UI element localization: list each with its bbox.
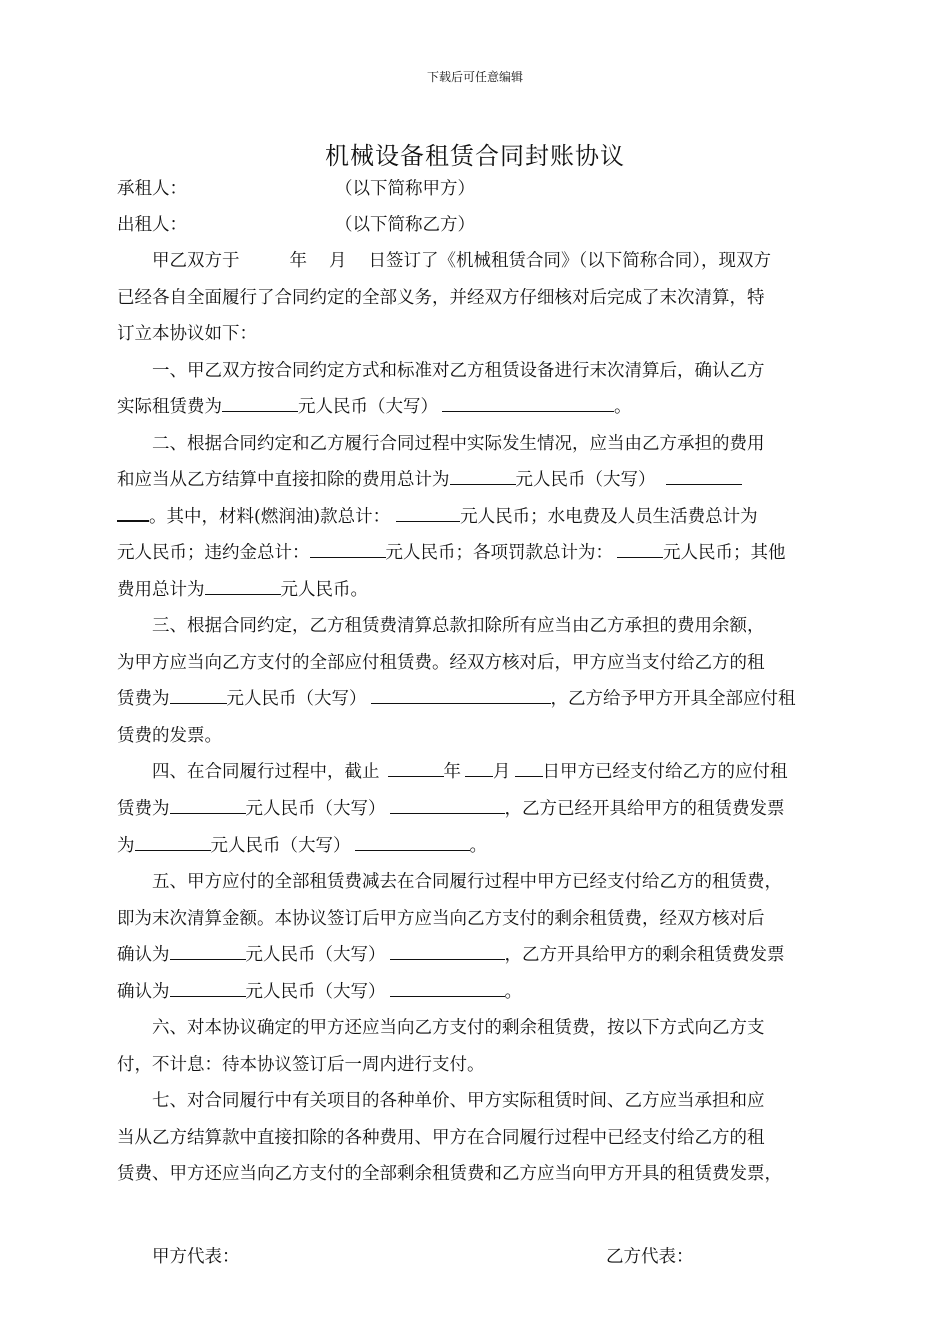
blank-field[interactable] bbox=[465, 758, 493, 777]
blank-field[interactable] bbox=[390, 795, 505, 814]
blank-field[interactable] bbox=[388, 758, 444, 777]
clause-text: 元人民币（大写） bbox=[210, 836, 351, 856]
clause-text: 实际租赁费为 bbox=[117, 397, 222, 417]
clause-text: ，乙方开具给甲方的剩余租赁费发票 bbox=[504, 945, 785, 965]
intro-text: 甲乙双方于 bbox=[152, 251, 240, 271]
clause-text: 元人民币；各项罚款总计为： bbox=[385, 543, 613, 563]
clause-text: 元人民币（大写） bbox=[245, 799, 386, 819]
party-b-representative-label: 乙方代表： bbox=[606, 1247, 694, 1267]
clause-1-line-2 bbox=[117, 389, 842, 426]
blank-field[interactable] bbox=[135, 832, 211, 851]
clause-5-line-2: 即为末次清算金额。本协议签订后甲方应当向乙方支付的剩余租赁费，经双方核对后 bbox=[117, 909, 765, 929]
clause-3-line-3 bbox=[117, 681, 842, 718]
page-title: 机械设备租赁合同封账协议 bbox=[325, 142, 625, 170]
clause-6-line-1: 六、对本协议确定的甲方还应当向乙方支付的剩余租赁费，按以下方式向乙方支 bbox=[152, 1018, 765, 1038]
clause-7-line-1: 七、对合同履行中有关项目的各种单价、甲方实际租赁时间、乙方应当承担和应 bbox=[152, 1091, 765, 1111]
header-note: 下载后可任意编辑 bbox=[426, 70, 523, 84]
clause-text: 元人民币（大写） bbox=[515, 470, 656, 490]
lessor-note: （以下简称乙方） bbox=[335, 215, 475, 235]
clause-4-line-3 bbox=[117, 828, 842, 865]
clause-text: 和应当从乙方结算中直接扣除的费用总计为 bbox=[117, 470, 450, 490]
blank-field[interactable] bbox=[666, 466, 742, 485]
clause-text: 确认为 bbox=[117, 945, 170, 965]
clause-2-line-3 bbox=[117, 499, 842, 536]
blank-field[interactable] bbox=[170, 685, 227, 704]
intro-line-2: 已经各自全面履行了合同约定的全部义务，并经双方仔细核对后完成了末次清算，特 bbox=[117, 288, 765, 308]
blank-field[interactable] bbox=[117, 502, 149, 522]
clause-text: 元人民币（大写） bbox=[298, 397, 438, 417]
blank-field[interactable] bbox=[205, 576, 281, 595]
clause-text: 。其中，材料(燃润油)款总计： bbox=[149, 507, 391, 527]
clause-text: 。 bbox=[469, 836, 487, 856]
clause-text: ，乙方给予甲方开具全部应付租 bbox=[550, 689, 796, 709]
clause-text: 赁费为 bbox=[117, 689, 170, 709]
clause-3-line-4: 赁费的发票。 bbox=[117, 726, 222, 746]
clause-2-line-5 bbox=[117, 572, 842, 609]
clause-5-line-1: 五、甲方应付的全部租赁费减去在合同履行过程中甲方已经支付给乙方的租赁费， bbox=[152, 872, 782, 892]
intro-text: 月 bbox=[329, 251, 347, 271]
lessor-label: 出租人： bbox=[117, 215, 187, 235]
clause-text: 元人民币；违约金总计： bbox=[117, 543, 310, 563]
clause-3-line-2: 为甲方应当向乙方支付的全部应付租赁费。经双方核对后，甲方应当支付给乙方的租 bbox=[117, 653, 765, 673]
clause-2-line-1: 二、根据合同约定和乙方履行合同过程中实际发生情况，应当由乙方承担的费用 bbox=[152, 434, 765, 454]
clause-text: 为 bbox=[117, 836, 135, 856]
clause-text: 。 bbox=[614, 397, 632, 417]
clause-text: 费用总计为 bbox=[117, 580, 205, 600]
clause-text: 元人民币（大写） bbox=[245, 945, 386, 965]
clause-4-line-1 bbox=[117, 754, 877, 791]
blank-field[interactable] bbox=[170, 795, 246, 814]
blank-field[interactable] bbox=[396, 503, 460, 522]
lessee-note: （以下简称甲方） bbox=[335, 179, 475, 199]
blank-field[interactable] bbox=[222, 393, 298, 412]
clause-3-line-1: 三、根据合同约定，乙方租赁费清算总款扣除所有应当由乙方承担的费用余额， bbox=[152, 616, 765, 636]
party-a-representative-label: 甲方代表： bbox=[152, 1247, 240, 1267]
lessee-label: 承租人： bbox=[117, 179, 187, 199]
clause-5-line-4 bbox=[117, 974, 842, 1011]
clause-2-line-2 bbox=[117, 462, 842, 499]
lessor-line bbox=[117, 207, 842, 244]
intro-line-3: 订立本协议如下： bbox=[117, 324, 257, 344]
clause-4-line-2 bbox=[117, 791, 842, 828]
blank-field[interactable] bbox=[450, 466, 516, 485]
clause-text: 元人民币；水电费及人员生活费总计为 bbox=[460, 507, 758, 527]
lessee-line bbox=[117, 171, 842, 208]
clause-1-line-1: 一、甲乙双方按合同约定方式和标准对乙方租赁设备进行末次清算后，确认乙方 bbox=[152, 361, 765, 381]
blank-field[interactable] bbox=[355, 832, 470, 851]
clause-6-line-2: 付，不计息：待本协议签订后一周内进行支付。 bbox=[117, 1055, 485, 1075]
blank-field[interactable] bbox=[170, 941, 246, 960]
clause-7-line-3: 赁费、甲方还应当向乙方支付的全部剩余租赁费和乙方应当向甲方开具的租赁费发票， bbox=[117, 1164, 782, 1184]
blank-field[interactable] bbox=[515, 758, 543, 777]
clause-5-line-3 bbox=[117, 937, 842, 974]
intro-text: 日签订了《机械租赁合同》（以下简称合同），现双方 bbox=[368, 251, 771, 271]
clause-text: 四、在合同履行过程中，截止 bbox=[152, 762, 380, 782]
clause-text: 赁费为 bbox=[117, 799, 170, 819]
clause-7-line-2: 当从乙方结算款中直接扣除的各种费用、甲方在合同履行过程中已经支付给乙方的租 bbox=[117, 1128, 765, 1148]
blank-field[interactable] bbox=[170, 978, 246, 997]
blank-field[interactable] bbox=[442, 393, 614, 412]
blank-field[interactable] bbox=[390, 941, 505, 960]
blank-field[interactable] bbox=[390, 978, 505, 997]
clause-text: 元人民币；其他 bbox=[663, 543, 786, 563]
blank-field[interactable] bbox=[371, 685, 551, 704]
blank-field[interactable] bbox=[310, 539, 386, 558]
clause-text: 。 bbox=[504, 982, 522, 1002]
clause-2-line-4 bbox=[117, 535, 842, 572]
intro-line-1 bbox=[117, 243, 877, 280]
clause-text: 日甲方已经支付给乙方的应付租 bbox=[542, 762, 788, 782]
clause-text: 年 bbox=[443, 762, 461, 782]
clause-text: 月 bbox=[493, 762, 511, 782]
clause-text: ，乙方已经开具给甲方的租赁费发票 bbox=[504, 799, 785, 819]
clause-text: 确认为 bbox=[117, 982, 170, 1002]
blank-field[interactable] bbox=[617, 539, 663, 558]
clause-text: 元人民币（大写） bbox=[226, 689, 367, 709]
intro-text: 年 bbox=[289, 251, 307, 271]
clause-text: 元人民币。 bbox=[280, 580, 368, 600]
clause-text: 元人民币（大写） bbox=[245, 982, 386, 1002]
